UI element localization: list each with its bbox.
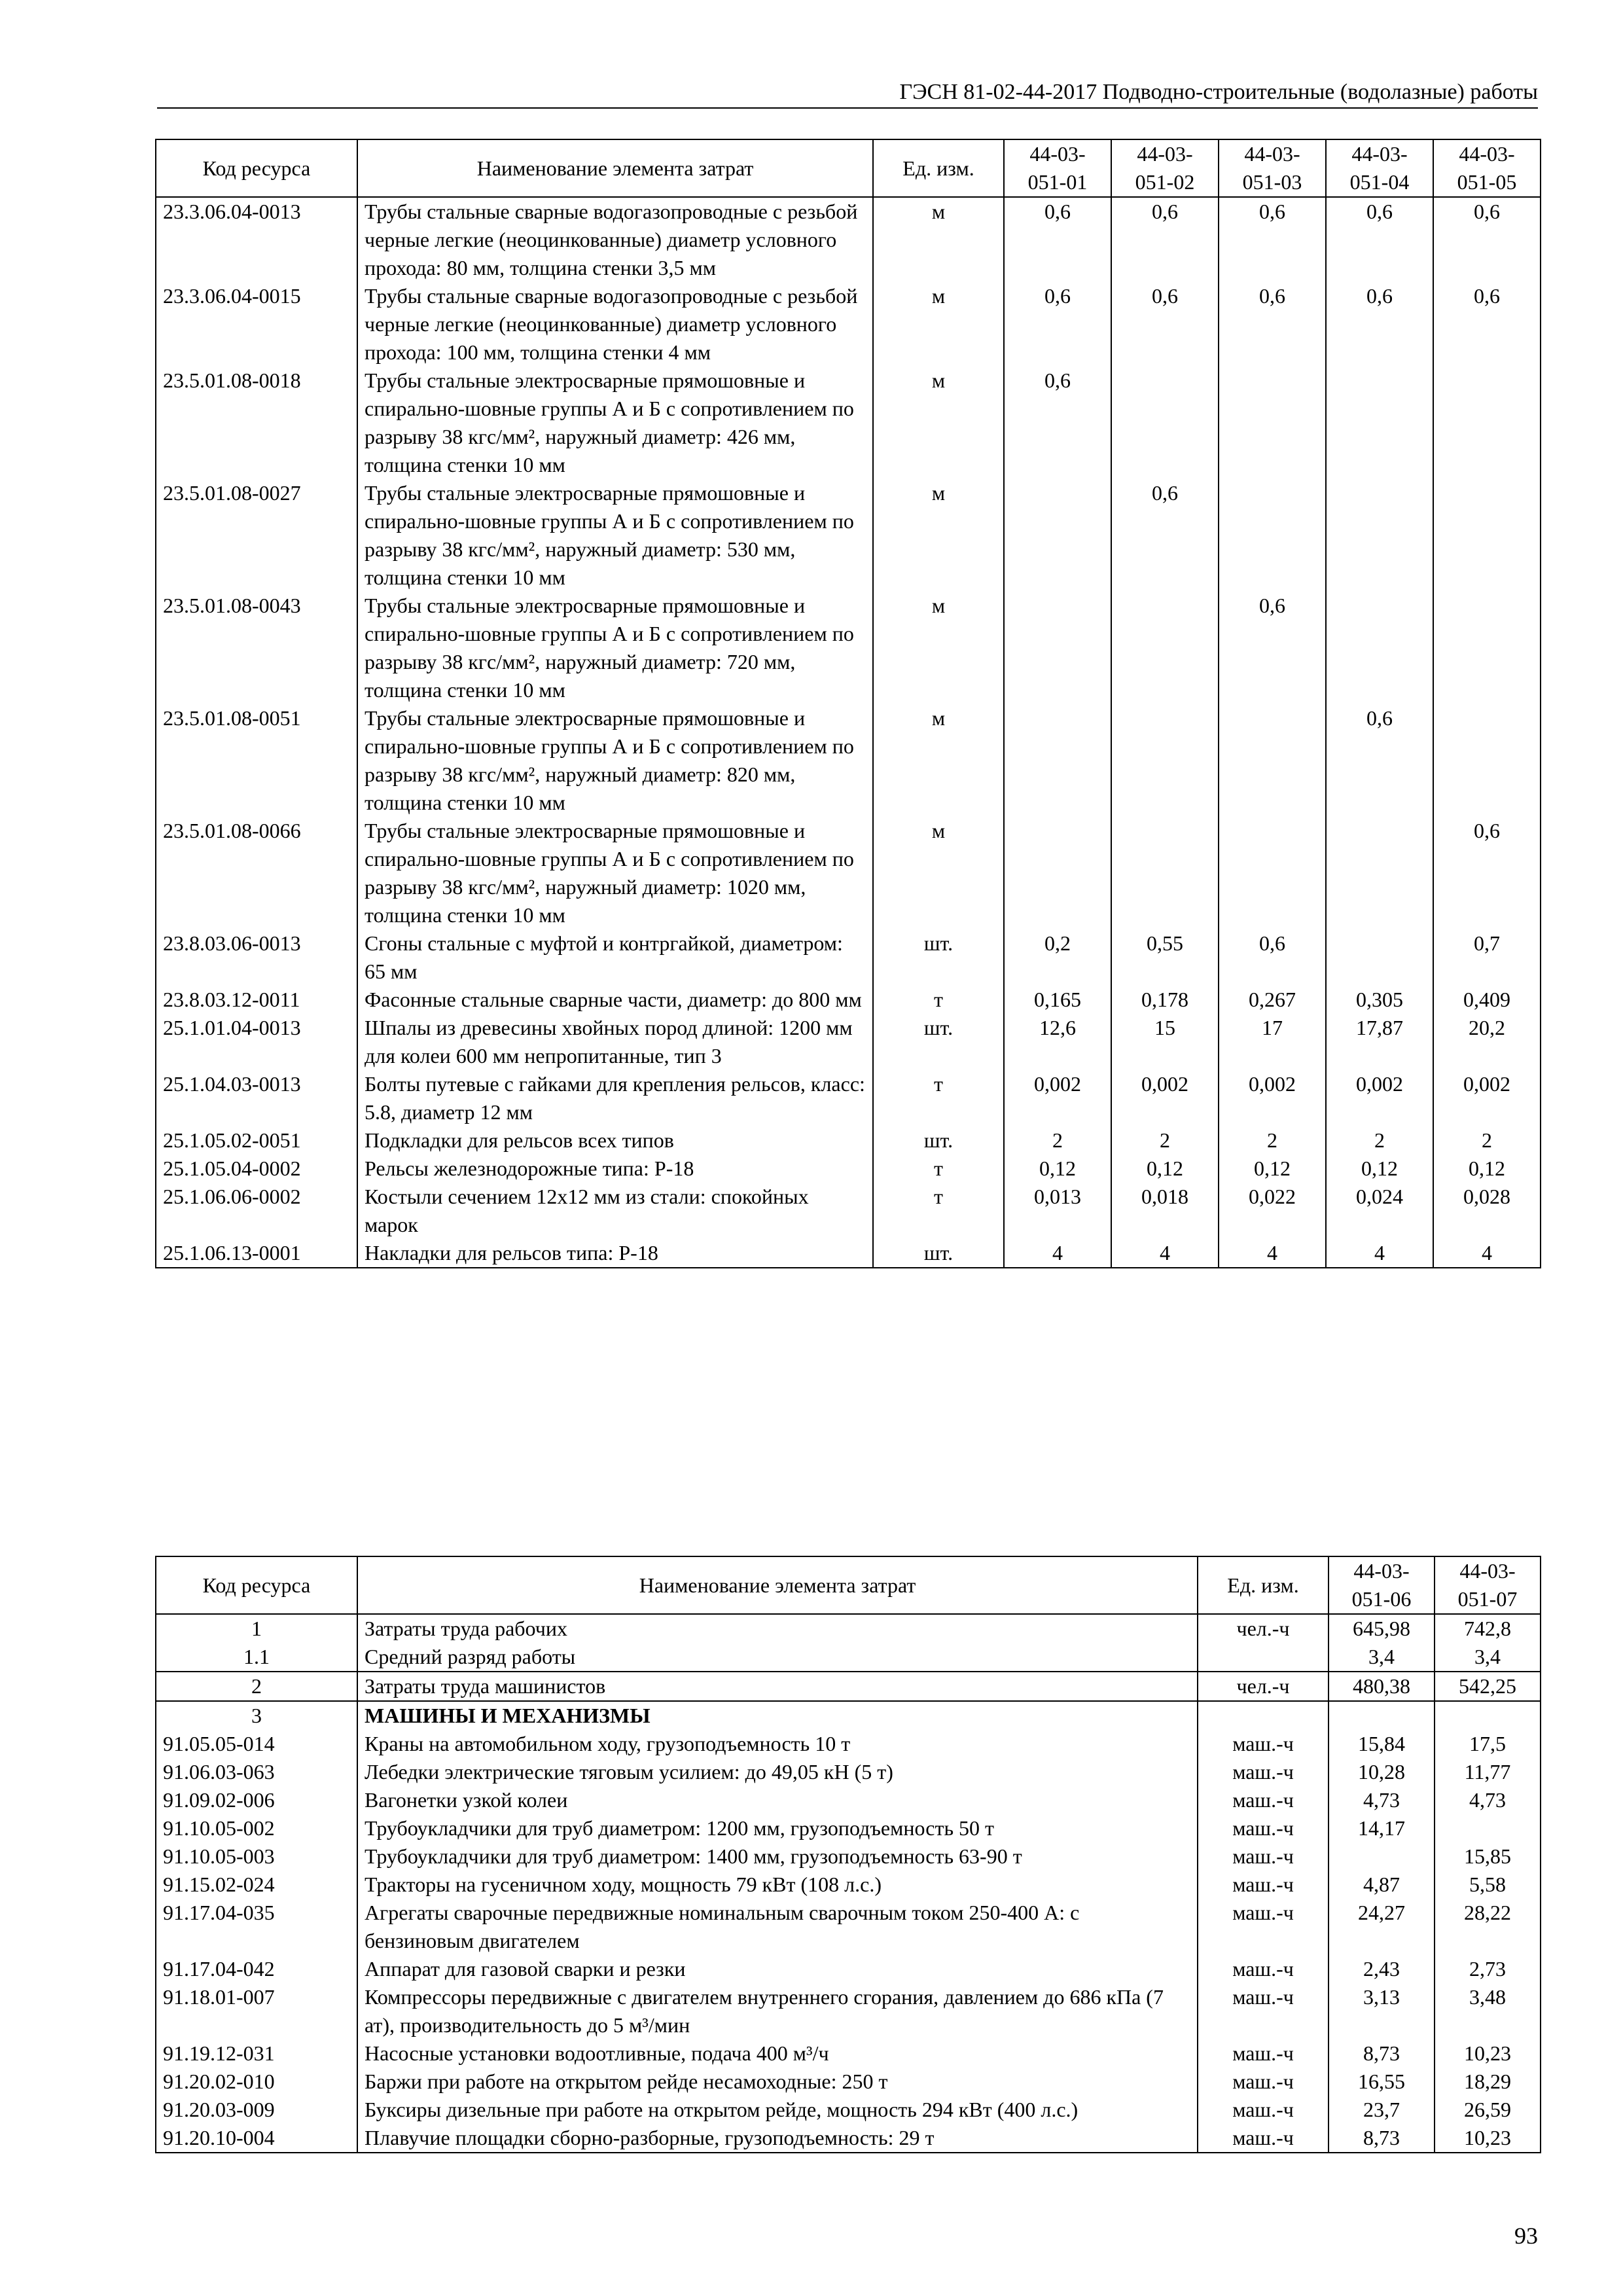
resource-name: Болты путевые с гайками для крепления рельсов, класс: 5.8, диаметр 12 мм [357,1070,873,1126]
resource-unit: маш.-ч [1198,2124,1329,2153]
table-row [156,367,1541,479]
resource-value: 17,87 [1326,1014,1433,1070]
resource-value: 2 [1219,1126,1326,1155]
resource-value: 12,6 [1004,1014,1111,1070]
resource-value: 24,27 [1329,1899,1435,1955]
resource-name: Рельсы железнодорожные типа: Р-18 [357,1155,873,1183]
resource-value: 4 [1326,1239,1433,1268]
resource-unit: маш.-ч [1198,1786,1329,1814]
resource-unit: шт. [873,929,1004,986]
resource-name: Плавучие площадки сборно-разборные, грузоподъемность: 29 т [357,2124,1198,2153]
resource-unit: маш.-ч [1198,2068,1329,2096]
resource-value: 0,6 [1433,197,1541,282]
resource-value: 0,178 [1111,986,1219,1014]
resource-code: 91.20.02-010 [156,2068,357,2096]
table-row [156,1126,1541,1155]
resource-value: 0,55 [1111,929,1219,986]
resource-value: 0,6 [1004,197,1111,282]
resource-code: 25.1.05.04-0002 [156,1155,357,1183]
table-header-row [156,1556,1541,1614]
resource-value: 18,29 [1435,2068,1541,2096]
resource-value: 480,38 [1329,1672,1435,1701]
resource-unit [1198,1701,1329,1730]
resources-table-2 [155,1556,1541,2153]
resource-value: 0,028 [1433,1183,1541,1239]
resource-code: 23.5.01.08-0051 [156,704,357,817]
resource-value: 0,7 [1433,929,1541,986]
resource-value: 3,13 [1329,1983,1435,2039]
resource-code: 25.1.01.04-0013 [156,1014,357,1070]
resource-name: Буксиры дизельные при работе на открытом рейде, мощность 294 кВт (400 л.с.) [357,2096,1198,2124]
resource-value: 0,6 [1004,282,1111,367]
resource-value: 742,8 [1435,1614,1541,1643]
header-code: Код ресурса [156,139,357,197]
resource-value: 0,6 [1111,197,1219,282]
resource-value [1111,704,1219,817]
resource-unit: м [873,479,1004,592]
resource-code: 91.18.01-007 [156,1983,357,2039]
resource-code: 1 [156,1614,357,1643]
resource-name: Трубы стальные электросварные прямошовные и спирально-шовные группы А и Б с сопротивлением по разрыву 38 кгс/мм², наружный диаметр: 820 мм, толщина стенки 10 мм [357,704,873,817]
resource-code: 91.17.04-042 [156,1955,357,1983]
resource-unit: т [873,1183,1004,1239]
resource-code: 23.8.03.06-0013 [156,929,357,986]
resource-value: 0,002 [1433,1070,1541,1126]
resource-code: 91.09.02-006 [156,1786,357,1814]
table-row [156,1899,1541,1955]
header-col: 44-03-051-07 [1435,1556,1541,1614]
table-row [156,1643,1541,1672]
resource-value: 15,84 [1329,1730,1435,1758]
resource-unit: м [873,282,1004,367]
resource-value: 542,25 [1435,1672,1541,1701]
resource-code: 23.3.06.04-0015 [156,282,357,367]
resource-name: Агрегаты сварочные передвижные номинальным сварочным током 250-400 А: с бензиновым двигателем [357,1899,1198,1955]
resource-value: 10,23 [1435,2039,1541,2068]
header-col: 44-03-051-04 [1326,139,1433,197]
header-unit: Ед. изм. [1198,1556,1329,1614]
resource-code: 23.3.06.04-0013 [156,197,357,282]
resource-unit: т [873,1070,1004,1126]
resource-unit: м [873,704,1004,817]
resource-unit: м [873,197,1004,282]
resource-value: 0,267 [1219,986,1326,1014]
table-row [156,1701,1541,1730]
table-row [156,817,1541,929]
resource-value [1329,1842,1435,1871]
resource-code: 25.1.05.02-0051 [156,1126,357,1155]
resource-value: 0,12 [1111,1155,1219,1183]
resource-code: 91.05.05-014 [156,1730,357,1758]
resource-value: 0,6 [1219,929,1326,986]
resource-value [1111,367,1219,479]
resource-unit: маш.-ч [1198,1871,1329,1899]
resource-code: 23.5.01.08-0043 [156,592,357,704]
resource-value [1219,704,1326,817]
resource-unit [1198,1643,1329,1672]
resource-code: 23.5.01.08-0018 [156,367,357,479]
table-row [156,1614,1541,1643]
page-number: 93 [1514,2223,1538,2249]
resource-value [1326,479,1433,592]
resource-value: 0,2 [1004,929,1111,986]
table-row [156,1183,1541,1239]
resource-value [1433,704,1541,817]
resource-value [1219,817,1326,929]
resource-value: 2,43 [1329,1955,1435,1983]
table-row [156,1871,1541,1899]
header-col: 44-03-051-01 [1004,139,1111,197]
resource-code: 25.1.06.13-0001 [156,1239,357,1268]
resource-name: Затраты труда рабочих [357,1614,1198,1643]
resource-value: 0,002 [1326,1070,1433,1126]
resource-code: 25.1.04.03-0013 [156,1070,357,1126]
resource-code: 23.5.01.08-0066 [156,817,357,929]
resource-unit: шт. [873,1239,1004,1268]
resource-unit: шт. [873,1014,1004,1070]
resource-value: 0,165 [1004,986,1111,1014]
resource-value: 8,73 [1329,2124,1435,2153]
resource-unit: маш.-ч [1198,2039,1329,2068]
resource-value: 17,5 [1435,1730,1541,1758]
resource-name: Лебедки электрические тяговым усилием: до 49,05 кН (5 т) [357,1758,1198,1786]
resource-unit: м [873,592,1004,704]
resource-unit: маш.-ч [1198,1758,1329,1786]
resource-value [1433,592,1541,704]
resource-value: 3,4 [1329,1643,1435,1672]
resource-name: Краны на автомобильном ходу, грузоподъемность 10 т [357,1730,1198,1758]
resource-value: 4,73 [1435,1786,1541,1814]
resource-value: 23,7 [1329,2096,1435,2124]
resource-value: 0,12 [1004,1155,1111,1183]
table-row [156,2068,1541,2096]
resource-name: Шпалы из древесины хвойных пород длиной: 1200 мм для колеи 600 мм непропитанные, тип 3 [357,1014,873,1070]
header-col: 44-03-051-06 [1329,1556,1435,1614]
resource-name: Трубы стальные электросварные прямошовные и спирально-шовные группы А и Б с сопротивлением по разрыву 38 кгс/мм², наружный диаметр: 720 мм, толщина стенки 10 мм [357,592,873,704]
resource-value [1326,817,1433,929]
resource-name: Костыли сечением 12х12 мм из стали: спокойных марок [357,1183,873,1239]
page-header [157,77,1538,109]
resource-value: 2 [1004,1126,1111,1155]
resource-unit: маш.-ч [1198,1899,1329,1955]
resource-unit: маш.-ч [1198,1955,1329,1983]
resource-value: 0,12 [1219,1155,1326,1183]
resource-code: 2 [156,1672,357,1701]
resource-name: Сгоны стальные с муфтой и контргайкой, диаметром: 65 мм [357,929,873,986]
resource-value: 10,23 [1435,2124,1541,2153]
resource-value [1433,479,1541,592]
resource-value: 0,6 [1111,282,1219,367]
resource-name: Компрессоры передвижные с двигателем внутреннего сгорания, давлением до 686 кПа (7 ат), производительность до 5 м³/мин [357,1983,1198,2039]
resource-name: Баржи при работе на открытом рейде несамоходные: 250 т [357,2068,1198,2096]
resource-value: 0,6 [1326,282,1433,367]
table-row [156,1842,1541,1871]
resource-unit: т [873,1155,1004,1183]
resource-value [1111,592,1219,704]
resource-value [1219,479,1326,592]
resource-value: 4 [1111,1239,1219,1268]
resource-value: 8,73 [1329,2039,1435,2068]
resource-name: Средний разряд работы [357,1643,1198,1672]
resource-value: 0,022 [1219,1183,1326,1239]
resource-code: 3 [156,1701,357,1730]
resource-value: 0,024 [1326,1183,1433,1239]
resource-value [1004,817,1111,929]
resource-unit: маш.-ч [1198,1730,1329,1758]
resource-value: 4,73 [1329,1786,1435,1814]
resource-unit: маш.-ч [1198,2096,1329,2124]
resource-value [1326,367,1433,479]
resource-name: Тракторы на гусеничном ходу, мощность 79 кВт (108 л.с.) [357,1871,1198,1899]
resource-name: Подкладки для рельсов всех типов [357,1126,873,1155]
table-row [156,1786,1541,1814]
resource-value [1111,817,1219,929]
resource-value: 2 [1326,1126,1433,1155]
resource-name: Трубы стальные сварные водогазопроводные с резьбой черные легкие (неоцинкованные) диаметр условного прохода: 80 мм, толщина стенки 3,5 мм [357,197,873,282]
resource-value: 4 [1004,1239,1111,1268]
resource-value: 0,6 [1326,197,1433,282]
resource-name: Аппарат для газовой сварки и резки [357,1955,1198,1983]
table-row [156,2096,1541,2124]
resource-value: 0,12 [1433,1155,1541,1183]
resource-value: 0,6 [1433,282,1541,367]
header-col: 44-03-051-03 [1219,139,1326,197]
resource-name: Трубы стальные электросварные прямошовные и спирально-шовные группы А и Б с сопротивлением по разрыву 38 кгс/мм², наружный диаметр: 1020 мм, толщина стенки 10 мм [357,817,873,929]
table-row [156,929,1541,986]
resource-code: 91.17.04-035 [156,1899,357,1955]
table-row [156,1014,1541,1070]
table-row [156,1155,1541,1183]
resource-value: 4,87 [1329,1871,1435,1899]
table-row [156,1239,1541,1268]
resource-value: 0,002 [1111,1070,1219,1126]
resource-value: 20,2 [1433,1014,1541,1070]
resource-code: 91.15.02-024 [156,1871,357,1899]
resource-name: Трубы стальные электросварные прямошовные и спирально-шовные группы А и Б с сопротивлением по разрыву 38 кгс/мм², наружный диаметр: 530 мм, толщина стенки 10 мм [357,479,873,592]
resource-value [1433,367,1541,479]
resource-value: 0,6 [1433,817,1541,929]
resource-value [1004,479,1111,592]
resource-code: 1.1 [156,1643,357,1672]
resource-value: 15 [1111,1014,1219,1070]
resource-value [1004,592,1111,704]
table-row [156,1814,1541,1842]
resource-value: 3,4 [1435,1643,1541,1672]
resource-code: 91.10.05-002 [156,1814,357,1842]
resource-value: 14,17 [1329,1814,1435,1842]
resource-value: 11,77 [1435,1758,1541,1786]
table-header-row [156,139,1541,197]
resource-value: 0,12 [1326,1155,1433,1183]
resource-value: 0,305 [1326,986,1433,1014]
header-name: Наименование элемента затрат [357,1556,1198,1614]
table-row [156,197,1541,282]
header-code: Код ресурса [156,1556,357,1614]
resource-name: Фасонные стальные сварные части, диаметр: до 800 мм [357,986,873,1014]
resource-unit: маш.-ч [1198,1842,1329,1871]
resource-value: 4 [1433,1239,1541,1268]
resource-value: 2 [1433,1126,1541,1155]
resource-value: 0,002 [1219,1070,1326,1126]
resource-code: 91.10.05-003 [156,1842,357,1871]
table-row [156,986,1541,1014]
table-row [156,1758,1541,1786]
resource-name: МАШИНЫ И МЕХАНИЗМЫ [357,1701,1198,1730]
resource-name: Затраты труда машинистов [357,1672,1198,1701]
resource-code: 91.20.03-009 [156,2096,357,2124]
resource-name: Вагонетки узкой колеи [357,1786,1198,1814]
resources-table-1 [155,139,1541,1268]
table-row [156,1672,1541,1701]
table-row [156,2039,1541,2068]
resource-value: 15,85 [1435,1842,1541,1871]
resource-code: 91.19.12-031 [156,2039,357,2068]
resource-value: 3,48 [1435,1983,1541,2039]
resource-name: Накладки для рельсов типа: Р-18 [357,1239,873,1268]
resource-value: 2 [1111,1126,1219,1155]
table-row [156,1070,1541,1126]
resource-value: 26,59 [1435,2096,1541,2124]
resource-value: 28,22 [1435,1899,1541,1955]
resource-unit: маш.-ч [1198,1814,1329,1842]
resource-value: 0,013 [1004,1183,1111,1239]
resource-value: 0,018 [1111,1183,1219,1239]
resource-name: Трубы стальные электросварные прямошовные и спирально-шовные группы А и Б с сопротивлением по разрыву 38 кгс/мм², наружный диаметр: 426 мм, толщина стенки 10 мм [357,367,873,479]
resource-value [1326,929,1433,986]
resource-value: 4 [1219,1239,1326,1268]
resource-code: 91.06.03-063 [156,1758,357,1786]
header-unit: Ед. изм. [873,139,1004,197]
resource-value: 16,55 [1329,2068,1435,2096]
resource-value [1326,592,1433,704]
resource-unit: чел.-ч [1198,1614,1329,1643]
resource-value [1219,367,1326,479]
resource-value: 0,6 [1219,592,1326,704]
resource-value: 645,98 [1329,1614,1435,1643]
header-col: 44-03-051-02 [1111,139,1219,197]
table-row [156,1730,1541,1758]
document-title: ГЭСН 81-02-44-2017 Подводно-строительные (водолазные) работы [899,80,1538,104]
resource-name: Насосные установки водоотливные, подача 400 м³/ч [357,2039,1198,2068]
table-row [156,704,1541,817]
header-col: 44-03-051-05 [1433,139,1541,197]
resource-value: 0,6 [1326,704,1433,817]
table-row [156,479,1541,592]
resource-value [1004,704,1111,817]
resource-value: 10,28 [1329,1758,1435,1786]
resource-unit: м [873,367,1004,479]
resource-value [1329,1701,1435,1730]
resource-code: 23.5.01.08-0027 [156,479,357,592]
resource-name: Трубоукладчики для труб диаметром: 1400 мм, грузоподъемность 63-90 т [357,1842,1198,1871]
resource-value [1435,1701,1541,1730]
resource-code: 91.20.10-004 [156,2124,357,2153]
resource-unit: м [873,817,1004,929]
resource-name: Трубы стальные сварные водогазопроводные с резьбой черные легкие (неоцинкованные) диаметр условного прохода: 100 мм, толщина стенки 4 мм [357,282,873,367]
resource-unit: шт. [873,1126,1004,1155]
resource-value: 5,58 [1435,1871,1541,1899]
resource-name: Трубоукладчики для труб диаметром: 1200 мм, грузоподъемность 50 т [357,1814,1198,1842]
table-row [156,2124,1541,2153]
table-row [156,282,1541,367]
table-row [156,1983,1541,2039]
resource-value: 0,409 [1433,986,1541,1014]
header-name: Наименование элемента затрат [357,139,873,197]
resource-value: 17 [1219,1014,1326,1070]
resource-value: 0,6 [1219,197,1326,282]
resource-value: 0,002 [1004,1070,1111,1126]
resource-value: 0,6 [1219,282,1326,367]
table-row [156,592,1541,704]
resource-value [1435,1814,1541,1842]
resource-value: 0,6 [1111,479,1219,592]
resource-unit: чел.-ч [1198,1672,1329,1701]
resource-unit: т [873,986,1004,1014]
resource-unit: маш.-ч [1198,1983,1329,2039]
table-row [156,1955,1541,1983]
resource-code: 23.8.03.12-0011 [156,986,357,1014]
resource-code: 25.1.06.06-0002 [156,1183,357,1239]
resource-value: 2,73 [1435,1955,1541,1983]
resource-value: 0,6 [1004,367,1111,479]
